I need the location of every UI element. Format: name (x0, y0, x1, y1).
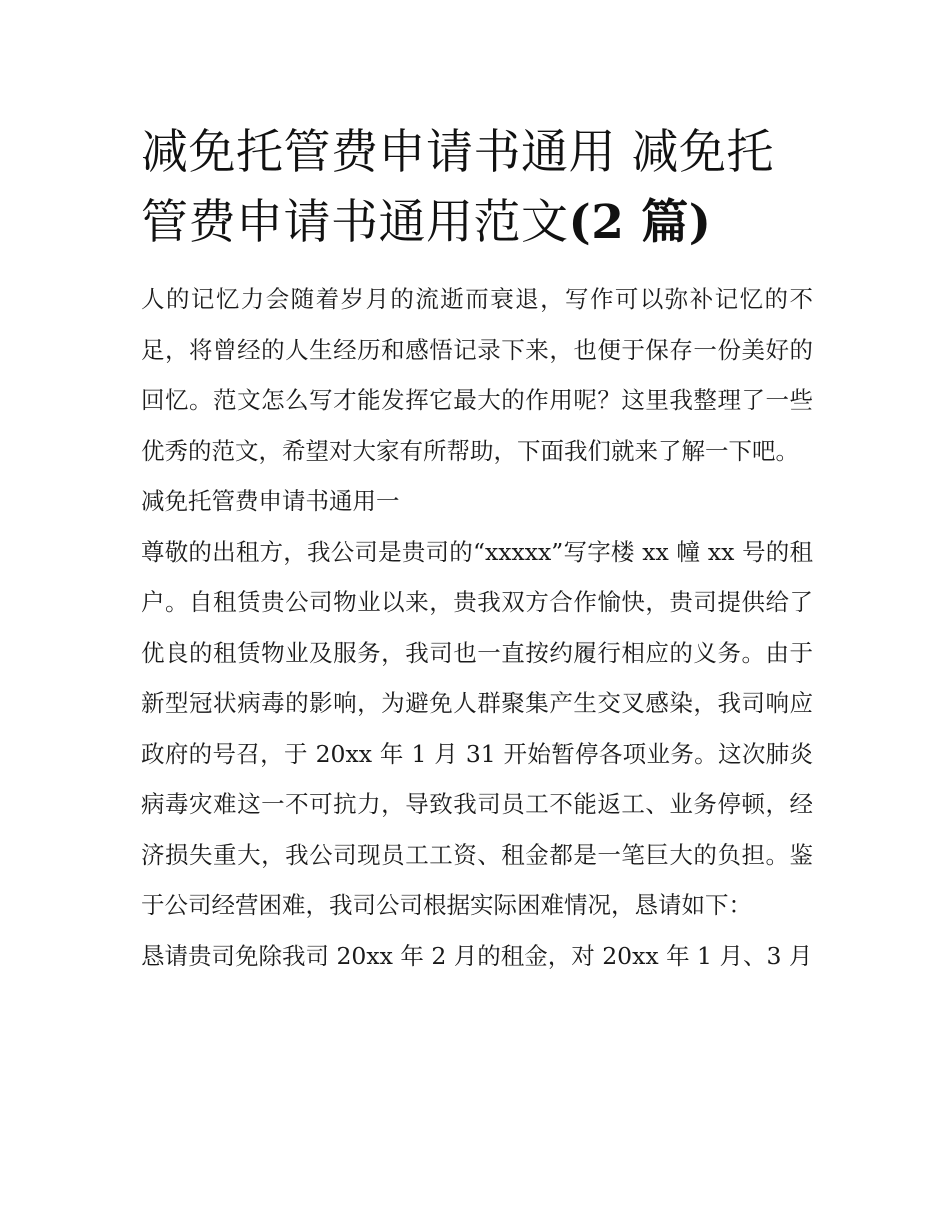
document-body (141, 118, 813, 981)
body-paragraph-1: 尊敬的出租方，我公司是贵司的“xxxxx”写字楼 xx 幢 xx 号的租户。自租赁贵公司物业以来，贵我双方合作愉快，贵司提供给了优良的租赁物业及服务，我司也一直按约履行相应的义务。由于新型冠状病毒的影响，为避免人群聚集产生交叉感染，我司响应政府的号召，于 20xx 年 1 月 31 开始暂停各项业务。这次肺炎病毒灾难这一不可抗力，导致我司员工不能返工、业务停顿，经济损失重大，我公司现员工工资、租金都是一笔巨大的负担。鉴于公司经营困难，我司公司根据实际困难情况，恳请如下： (141, 537, 813, 919)
title-count-text: (2 篇) (568, 195, 712, 250)
section-heading: 减免托管费申请书通用一 (141, 487, 400, 515)
intro-paragraph: 人的记忆力会随着岁月的流逝而衰退，写作可以弥补记忆的不足，将曾经的人生经历和感悟记录下来，也便于保存一份美好的回忆。范文怎么写才能发挥它最大的作用呢？这里我整理了一些优秀的范文，希望对大家有所帮助，下面我们就来了解一下吧。 (141, 285, 813, 465)
document-title (141, 118, 813, 258)
body-paragraph-2: 恳请贵司免除我司 20xx 年 2 月的租金，对 20xx 年 1 月、3 月 (141, 941, 813, 970)
title-main-text: 减免托管费申请书通用 减免托管费申请书通用范文 (141, 125, 774, 250)
